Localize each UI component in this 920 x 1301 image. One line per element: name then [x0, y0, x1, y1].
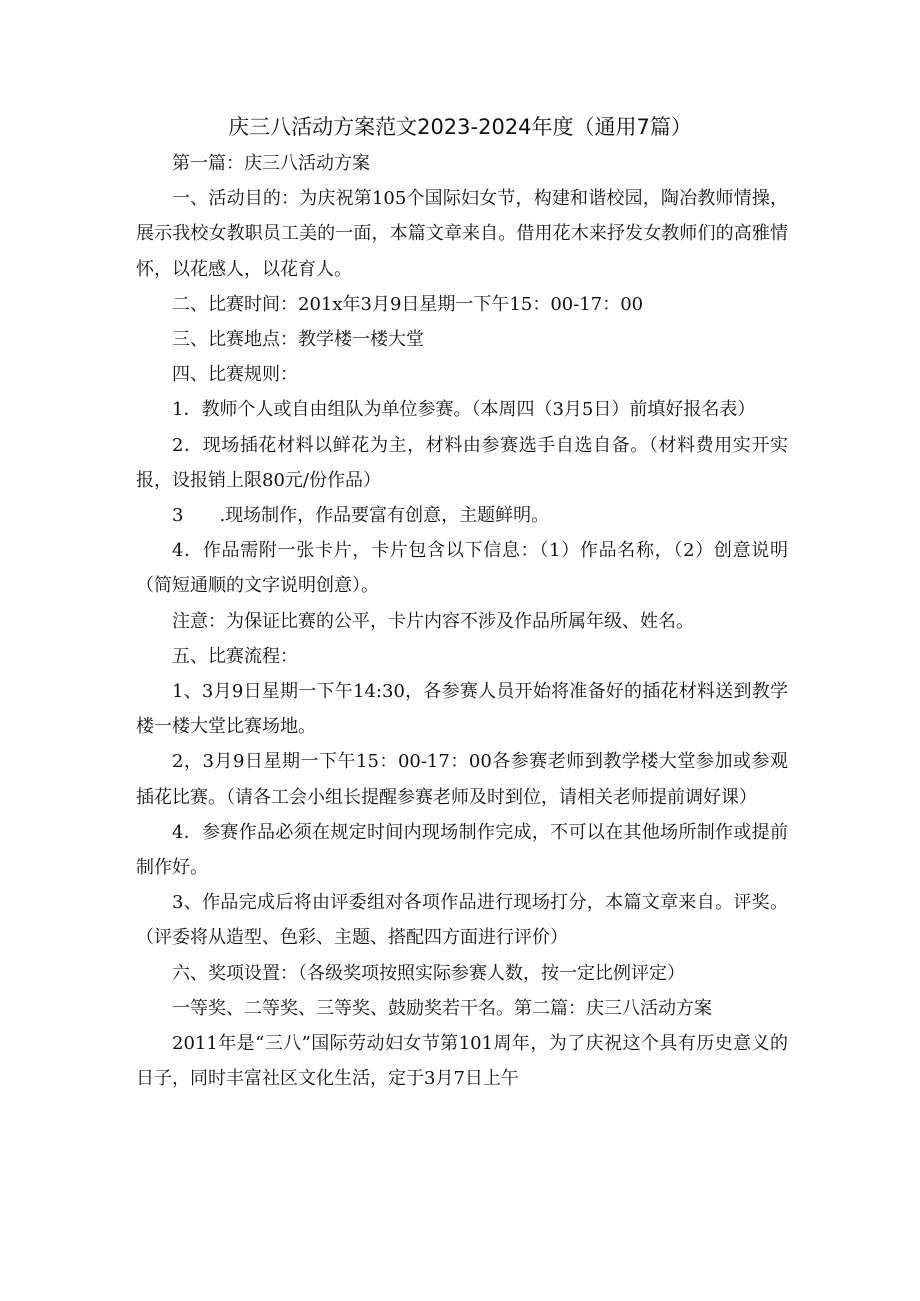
rule-item-2: 2．现场插花材料以鲜花为主，材料由参赛选手自选自备。（材料费用实开实报，设报销上限80元/份作品） [136, 434, 788, 491]
process-item-3: 3、作品完成后将由评委组对各项作品进行现场打分，本篇文章来自。评奖。（评委将从造型、色彩、主题、搭配四方面进行评价） [136, 892, 788, 949]
process-item-4: 4．参赛作品必须在规定时间内现场制作完成，不可以在其他场所制作或提前制作好。 [136, 821, 788, 879]
section-heading-part-one: 第一篇：庆三八活动方案 [172, 153, 370, 174]
process-item-1: 1、3月9日星期一下午14:30，各参赛人员开始将准备好的插花材料送到教学楼一楼大堂比赛场地。 [136, 681, 788, 738]
rule-item-3: 3 .现场制作，作品要富有创意，主题鲜明。 [172, 505, 550, 527]
paragraph-competition-location: 三、比赛地点：教学楼一楼大堂 [172, 329, 424, 351]
rule-item-4: 4．作品需附一张卡片，卡片包含以下信息：（1）作品名称，（2）创意说明（简短通顺的文字说明创意）。 [136, 540, 788, 597]
paragraph-activity-purpose: 一、活动目的：为庆祝第105个国际妇女节，构建和谐校园，陶冶教师情操，展示我校女教职员工美的一面，本篇文章来自。借用花木来抒发女教师们的高雅情怀，以花感人，以花育人。 [136, 188, 788, 280]
document-body [136, 146, 788, 1096]
section-heading-rules: 四、比赛规则： [172, 364, 298, 386]
paragraph-notice: 注意：为保证比赛的公平，卡片内容不涉及作品所属年级、姓名。 [172, 610, 694, 632]
process-item-2: 2，3月9日星期一下午15：00-17：00各参赛老师到教学楼大堂参加或参观插花比赛。（请各工会小组长提醒参赛老师及时到位，请相关老师提前调好课） [136, 751, 788, 808]
document-title: 庆三八活动方案范文2023-2024年度（通用7篇） [228, 115, 692, 139]
paragraph-competition-time: 二、比赛时间：201x年3月9日星期一下午15：00-17：00 [172, 293, 644, 315]
rule-item-1: 1．教师个人或自由组队为单位参赛。（本周四（3月5日）前填好报名表） [172, 399, 756, 421]
section-heading-process: 五、比赛流程： [172, 645, 298, 667]
section-heading-awards: 六、奖项设置：（各级奖项按照实际参赛人数，按一定比例评定） [172, 962, 685, 984]
paragraph-part-two-intro: 2011年是“三八”国际劳动妇女节第101周年，为了庆祝这个具有历史意义的日子，同时丰富社区文化生活，定于3月7日上午 [136, 1033, 788, 1090]
paragraph-awards-list: 一等奖、二等奖、三等奖、鼓励奖若干名。第二篇：庆三八活动方案 [172, 997, 712, 1019]
